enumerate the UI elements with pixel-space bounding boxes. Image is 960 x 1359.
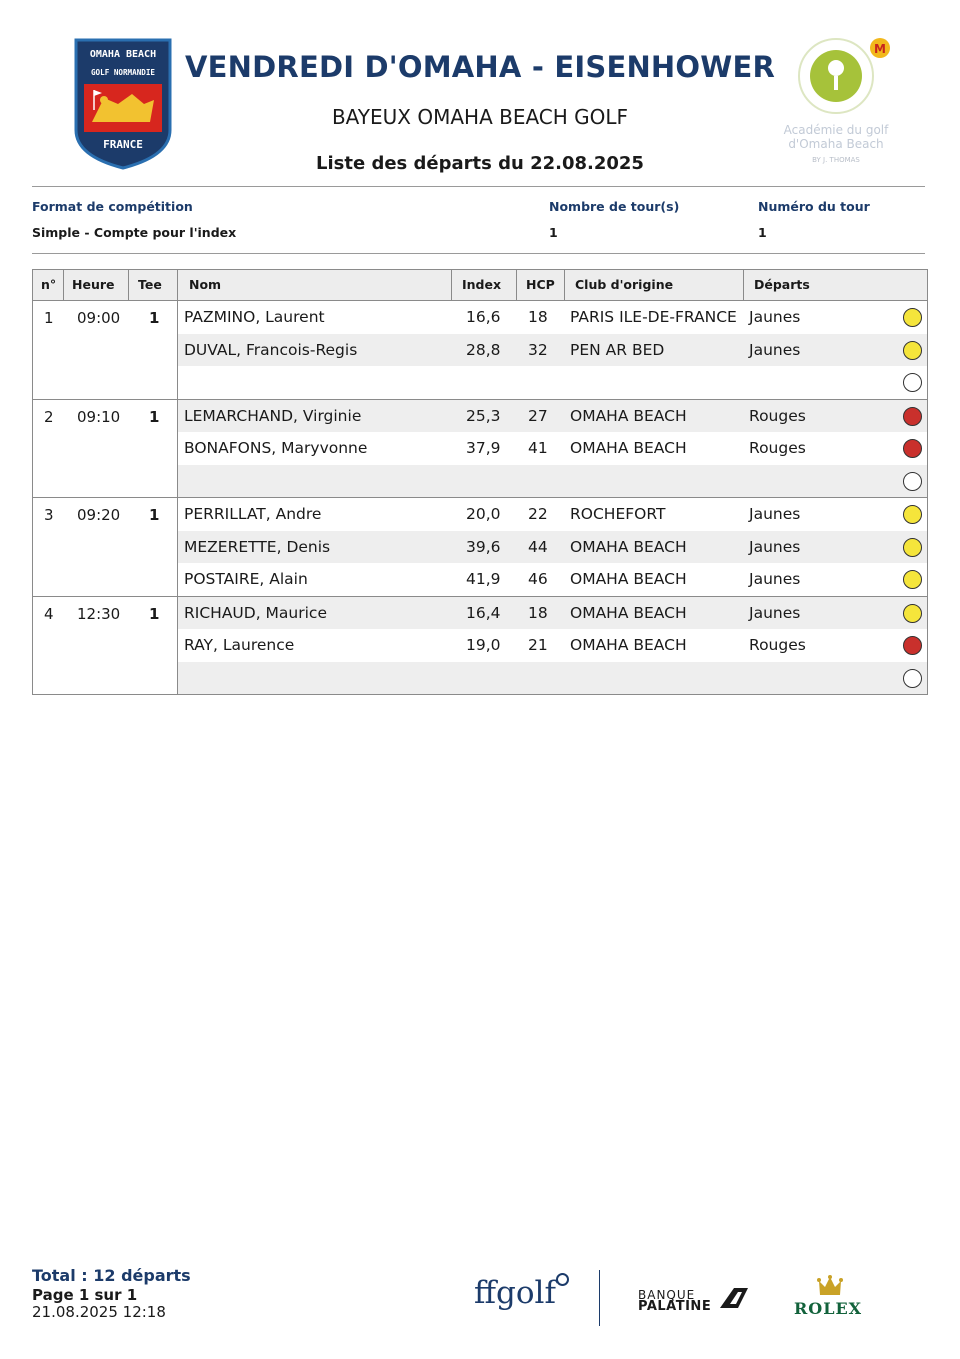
group-info (33, 498, 178, 596)
player-hcp: 21 (528, 636, 548, 654)
group-info (33, 400, 178, 498)
group-info (33, 597, 178, 695)
table-header (32, 269, 928, 301)
academie-golf-logo (774, 36, 898, 168)
player-name: RICHAUD, Maurice (184, 603, 327, 622)
player-hcp: 46 (528, 570, 548, 588)
player-name: DUVAL, Francois-Regis (184, 340, 358, 359)
group-number: 1 (44, 309, 54, 327)
tee-color-dot-empty (903, 472, 922, 491)
col-header-name: Nom (178, 270, 452, 300)
logo-right-line3: BY J. THOMAS (812, 156, 860, 164)
player-name: MEZERETTE, Denis (184, 537, 331, 556)
player-tee-color: Rouges (749, 406, 806, 425)
start-group (32, 400, 928, 499)
rolex-crown-icon (817, 1275, 843, 1297)
print-timestamp: 21.08.2025 12:18 (32, 1303, 166, 1321)
player-index: 28,8 (466, 340, 501, 359)
group-info (33, 301, 178, 399)
tee-color-dot (903, 308, 922, 327)
col-header-club: Club d'origine (565, 270, 744, 300)
ffgolf-mark-icon (556, 1273, 569, 1286)
tee-color-dot (903, 505, 922, 524)
player-hcp: 18 (528, 603, 548, 622)
player-hcp: 41 (528, 439, 548, 457)
start-group (32, 498, 928, 597)
player-hcp: 22 (528, 505, 548, 523)
player-club: OMAHA BEACH (570, 406, 687, 425)
player-hcp: 44 (528, 537, 548, 556)
tee-color-dot-empty (903, 669, 922, 688)
group-number: 2 (44, 407, 54, 426)
tee-color-dot (903, 604, 922, 623)
player-tee-color: Jaunes (749, 505, 801, 523)
player-row (178, 400, 927, 433)
rolex-logo: ROLEX (794, 1299, 863, 1318)
tee-color-dot (903, 407, 922, 426)
banque-palatine-line2: PALATINE (638, 1299, 712, 1314)
player-hcp: 32 (528, 340, 548, 359)
player-name: POSTAIRE, Alain (184, 570, 308, 588)
col-header-num: n° (33, 270, 64, 300)
player-club: ROCHEFORT (570, 505, 666, 523)
tee-color-dot (903, 439, 922, 458)
player-row (178, 531, 927, 564)
player-row (178, 334, 927, 367)
player-row-empty (178, 366, 927, 399)
logo-left-line2: GOLF NORMANDIE (90, 68, 156, 77)
player-index: 19,0 (466, 636, 501, 654)
group-time: 12:30 (77, 604, 121, 623)
svg-text:M: M (874, 42, 886, 56)
player-name: BONAFONS, Maryvonne (184, 439, 368, 457)
player-name: LEMARCHAND, Virginie (184, 406, 362, 425)
tee-color-dot (903, 636, 922, 655)
player-row (178, 597, 927, 630)
banque-palatine-line1: BANQUE (638, 1288, 696, 1302)
player-club: PEN AR BED (570, 340, 665, 359)
group-tee: 1 (149, 309, 160, 327)
player-hcp: 27 (528, 406, 548, 425)
col-header-time: Heure (64, 270, 129, 300)
player-tee-color: Jaunes (749, 570, 801, 588)
group-number: 4 (44, 604, 54, 623)
logo-left-line1: OMAHA BEACH (89, 49, 157, 60)
player-name: PERRILLAT, Andre (184, 505, 322, 523)
rounds-label: Nombre de tour(s) (549, 199, 680, 214)
player-index: 16,4 (466, 603, 501, 622)
format-label: Format de compétition (32, 199, 193, 214)
player-tee-color: Jaunes (749, 340, 801, 359)
player-tee-color: Jaunes (749, 537, 801, 556)
ffgolf-logo: ffgolf (474, 1275, 556, 1311)
player-row (178, 629, 927, 662)
player-index: 20,0 (466, 505, 501, 523)
player-row (178, 498, 927, 531)
logo-right-line2: d'Omaha Beach (788, 137, 884, 151)
player-club: OMAHA BEACH (570, 439, 687, 457)
page-title: VENDREDI D'OMAHA - EISENHOWER (185, 50, 775, 84)
round-number-label: Numéro du tour (758, 199, 870, 214)
tee-color-dot-empty (903, 373, 922, 392)
tee-color-dot (903, 538, 922, 557)
sponsor-divider (599, 1270, 600, 1326)
player-row-empty (178, 662, 927, 695)
player-club: PARIS ILE-DE-FRANCE (570, 308, 737, 326)
col-header-tee: Tee (129, 270, 178, 300)
player-tee-color: Jaunes (749, 308, 801, 326)
player-index: 37,9 (466, 439, 501, 457)
info-divider (32, 253, 925, 254)
page-number: Page 1 sur 1 (32, 1286, 138, 1304)
banque-palatine-emblem-icon (716, 1286, 750, 1310)
player-club: OMAHA BEACH (570, 570, 687, 588)
player-row (178, 432, 927, 465)
format-value: Simple - Compte pour l'index (32, 225, 237, 240)
player-name: RAY, Laurence (184, 636, 295, 654)
player-hcp: 18 (528, 308, 548, 326)
player-row (178, 563, 927, 596)
start-list-table (32, 269, 928, 695)
rounds-value: 1 (549, 225, 558, 240)
group-time: 09:10 (77, 407, 121, 426)
start-list-title: Liste des départs du 22.08.2025 (316, 153, 644, 174)
venue-name: BAYEUX OMAHA BEACH GOLF (331, 105, 629, 129)
round-number-value: 1 (758, 225, 767, 240)
header-divider (32, 186, 925, 187)
player-index: 41,9 (466, 570, 501, 588)
group-time: 09:00 (77, 309, 121, 327)
player-row (178, 301, 927, 334)
player-name: PAZMINO, Laurent (184, 308, 325, 326)
player-tee-color: Rouges (749, 439, 806, 457)
total-starts: Total : 12 départs (32, 1266, 191, 1285)
group-tee: 1 (149, 506, 160, 524)
start-group (32, 301, 928, 400)
group-tee: 1 (149, 407, 160, 426)
group-tee: 1 (149, 604, 160, 623)
group-time: 09:20 (77, 506, 121, 524)
group-number: 3 (44, 506, 54, 524)
player-club: OMAHA BEACH (570, 636, 687, 654)
logo-right-line1: Académie du golf (783, 123, 889, 137)
player-club: OMAHA BEACH (570, 603, 687, 622)
player-index: 39,6 (466, 537, 501, 556)
start-group (32, 597, 928, 696)
logo-left-line3: FRANCE (103, 138, 143, 151)
col-header-departs: Départs (754, 277, 810, 292)
player-index: 16,6 (466, 308, 501, 326)
player-index: 25,3 (466, 406, 501, 425)
tee-color-dot (903, 341, 922, 360)
player-tee-color: Rouges (749, 636, 806, 654)
player-club: OMAHA BEACH (570, 537, 687, 556)
col-header-hcp: HCP (517, 270, 565, 300)
player-row-empty (178, 465, 927, 498)
col-header-index: Index (452, 270, 517, 300)
tee-color-dot (903, 570, 922, 589)
player-tee-color: Jaunes (749, 603, 801, 622)
